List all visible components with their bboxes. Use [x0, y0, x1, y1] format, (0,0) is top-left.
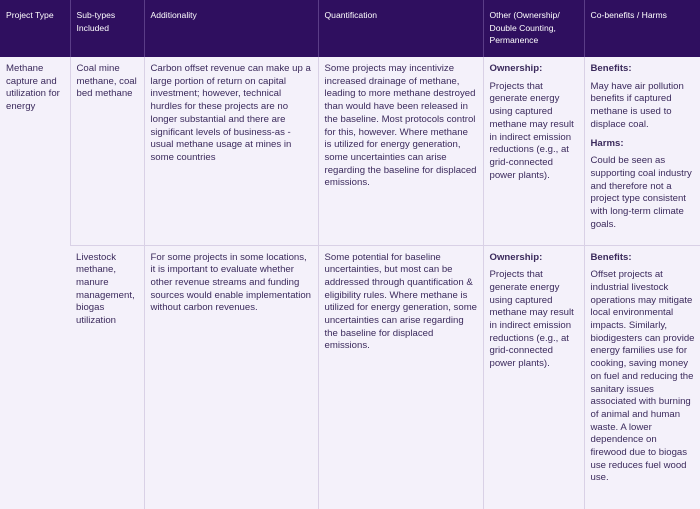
benefits-label: Benefits: [590, 63, 632, 74]
ownership-text: Projects that generate energy using captured methane may result in indirect emission reductions (e.g., at grid-connected power plants). [489, 269, 574, 370]
table-row [0, 57, 700, 245]
additionality-cell: For some projects in some locations, it is important to evaluate whether other revenue streams and funding sources would enable implementation without carbon revenues. [144, 245, 318, 509]
header-subtypes: Sub-types Included [70, 0, 144, 57]
quantification-cell: Some projects may incentivize increased drainage of methane, leading to more methane destroyed than would have been released in the baseline. Most protocols control for this, however. Where methane is utilized for energy generation, some uncertainties can arise regarding the baseline for displaced emissions. [318, 57, 483, 245]
table-header-row [0, 0, 700, 57]
quantification-cell: Some potential for baseline uncertainties, but most can be addressed through quantification & eligibility rules. Where methane is utilized for energy generation, some uncertainties can arise regarding the baseline for displaced emissions. [318, 245, 483, 509]
ownership-label: Ownership: [489, 63, 543, 74]
header-other: Other (Ownership/ Double Counting, Permanence [483, 0, 584, 57]
subtype-cell: Livestock methane, manure management, biogas utilization [70, 245, 144, 509]
harms-label: Harms: [590, 137, 624, 149]
project-type-cell: Methane capture and utilization for energy [6, 63, 60, 113]
cobenefits-cell [584, 57, 700, 245]
ownership-label: Ownership: [489, 251, 543, 263]
table-row [0, 245, 700, 509]
additionality-cell: Carbon offset revenue can make up a large portion of return on capital investment; however, technical hurdles for these projects are no longer substantial and there are significant levels of business-as -usual methane usage at mines in some countries [144, 57, 318, 245]
subtype-cell: Coal mine methane, coal bed methane [70, 57, 144, 245]
benefits-text: Offset projects at industrial livestock operations may mitigate local environmental impacts. Similarly, biodigesters can provide energy families use for cooking, saving money on fuel and reducing the sanitary issues associated with burning of animal and human waste. A lower dependence on firewood due to biogas use reduces fuel wood use. [590, 269, 695, 484]
header-additionality: Additionality [144, 0, 318, 57]
header-cobenefits: Co-benefits / Harms [584, 0, 700, 57]
other-cell [483, 57, 584, 245]
ownership-text: Projects that generate energy using captured methane may result in indirect emission reductions (e.g., at grid-connected power plants). [489, 80, 574, 181]
harms-text: Could be seen as supporting coal industry and therefore not a project type consistent with long-term climate goals. [590, 155, 692, 230]
benefits-text: May have air pollution benefits if captured methane is used to displace coal. [590, 80, 684, 130]
cobenefits-cell [584, 245, 700, 509]
benefits-label: Benefits: [590, 251, 632, 263]
other-cell [483, 245, 584, 509]
header-quantification: Quantification [318, 0, 483, 57]
header-project-type: Project Type [0, 0, 70, 57]
